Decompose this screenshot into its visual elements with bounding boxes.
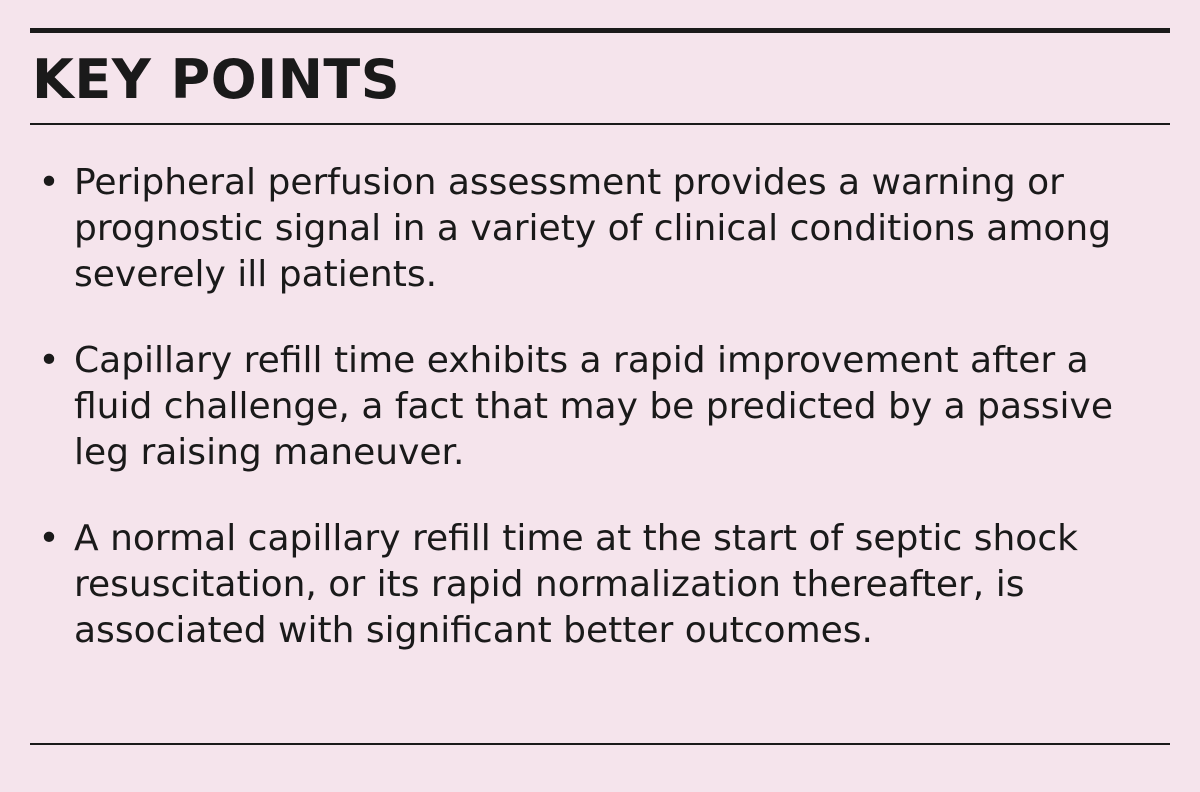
key-point-text: Capillary refill time exhibits a rapid improvement after a fluid challenge, a fact that may be predicted by a passive leg raising maneuver. (74, 340, 1113, 473)
bullet-icon: • (38, 162, 60, 203)
heading-rule (30, 123, 1170, 125)
key-point-item (30, 338, 1170, 476)
key-point-item (30, 516, 1170, 654)
key-point-item (30, 160, 1170, 298)
key-point-text: Peripheral perfusion assessment provides a warning or prognostic signal in a variety of clinical conditions among severely ill patients. (74, 162, 1112, 295)
bottom-rule (30, 743, 1170, 745)
key-points-heading: KEY POINTS (32, 48, 401, 111)
key-points-list (30, 160, 1170, 694)
top-rule (30, 28, 1170, 33)
key-point-text: A normal capillary refill time at the start of septic shock resuscitation, or its rapid normalization thereafter, is associated with significant better outcomes. (74, 518, 1078, 651)
bullet-icon: • (38, 518, 60, 559)
bullet-icon: • (38, 340, 60, 381)
